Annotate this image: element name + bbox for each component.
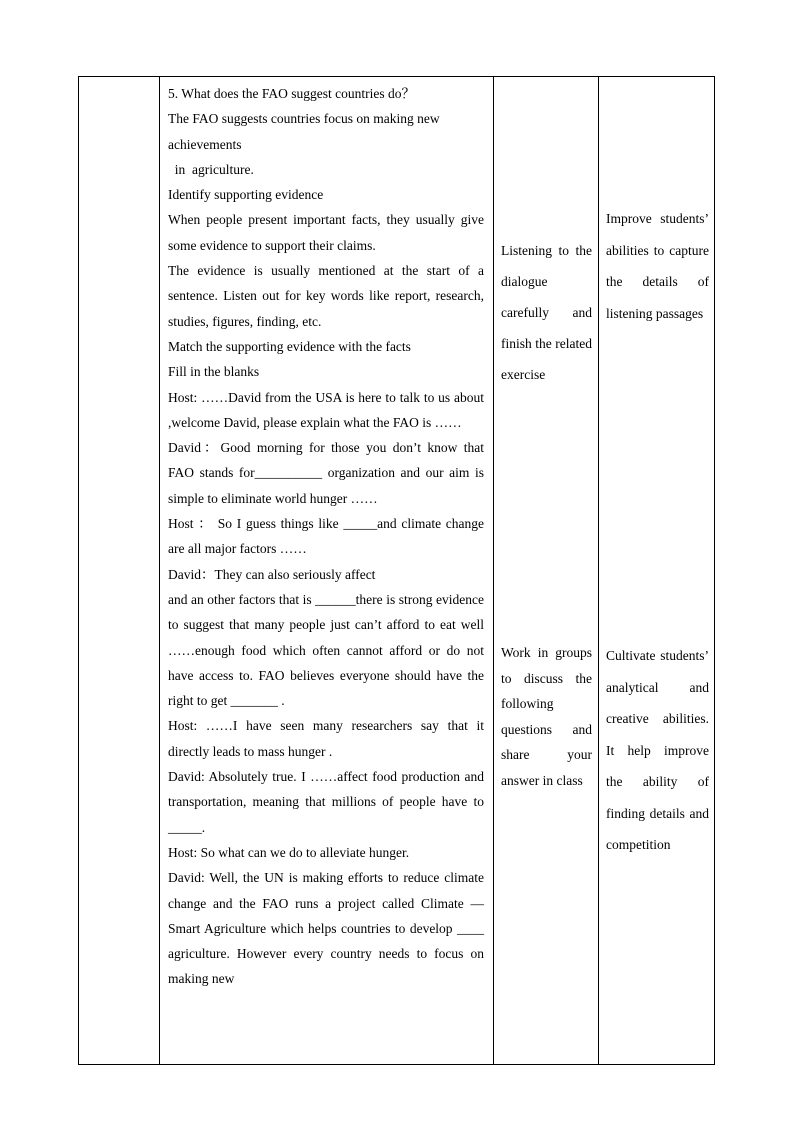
activity-text: Listening to the dialogue carefully and finish the related exercise <box>501 243 592 382</box>
paragraph: The evidence is usually mentioned at the start of a sentence. Listen out for key words like report, research, studies, figures, finding, etc. <box>168 263 484 329</box>
answer-line: in agriculture. <box>168 161 254 177</box>
dialogue-line: David：Good morning for those you don’t know that FAO stands for__________ organization and our aim is simple to eliminate world hunger …… <box>168 440 484 506</box>
dialogue-line: David: Well, the UN is making efforts to reduce climate change and the FAO runs a project called Climate —Smart Agriculture which helps countries to develop ____ agriculture. However every country needs to focus on making new <box>168 870 484 987</box>
activity-text: Work in groups to discuss the following questions and share your answer in class <box>501 645 592 788</box>
purpose-text: Improve students’ abilities to capture the details of listening passages <box>606 211 709 321</box>
activity-cell <box>494 77 598 1064</box>
dialogue-line: Host: So what can we do to alleviate hunger. <box>168 844 410 860</box>
answer-line: The FAO suggests countries focus on making new achievements <box>168 111 440 152</box>
dialogue-line: Host: ……I have seen many researchers say that it directly leads to mass hunger . <box>168 718 484 759</box>
dialogue-line: Host: ……David from the USA is here to talk to us about ,welcome David, please explain what the FAO is …… <box>168 389 484 430</box>
dialogue-line: Host ： So I guess things like _____and climate change are all major factors …… <box>168 516 484 557</box>
section-heading: Identify supporting evidence <box>168 187 324 203</box>
question-line: 5. What does the FAO suggest countries do？ <box>168 86 415 101</box>
dialogue-cell <box>160 77 492 992</box>
dialogue-line: and an other factors that is ______there is strong evidence to suggest that many people just can’t afford to eat well ……enough food which often cannot afford or do not have access to. FAO believes everyone should have the right to get _______ . <box>168 591 484 709</box>
lesson-plan-table <box>78 76 715 1065</box>
paragraph: When people present important facts, they usually give some evidence to support their claims. <box>168 212 484 253</box>
instruction: Match the supporting evidence with the facts <box>168 338 411 354</box>
purpose-cell <box>599 77 715 1064</box>
instruction: Fill in the blanks <box>168 364 260 380</box>
dialogue-line: David: Absolutely true. I ……affect food production and transportation, meaning that millions of people have to _____. <box>168 769 484 835</box>
dialogue-line: David：They can also seriously affect <box>168 566 376 582</box>
purpose-text: Cultivate students’ analytical and creative abilities. It help improve the ability of finding details and competition <box>606 648 709 852</box>
